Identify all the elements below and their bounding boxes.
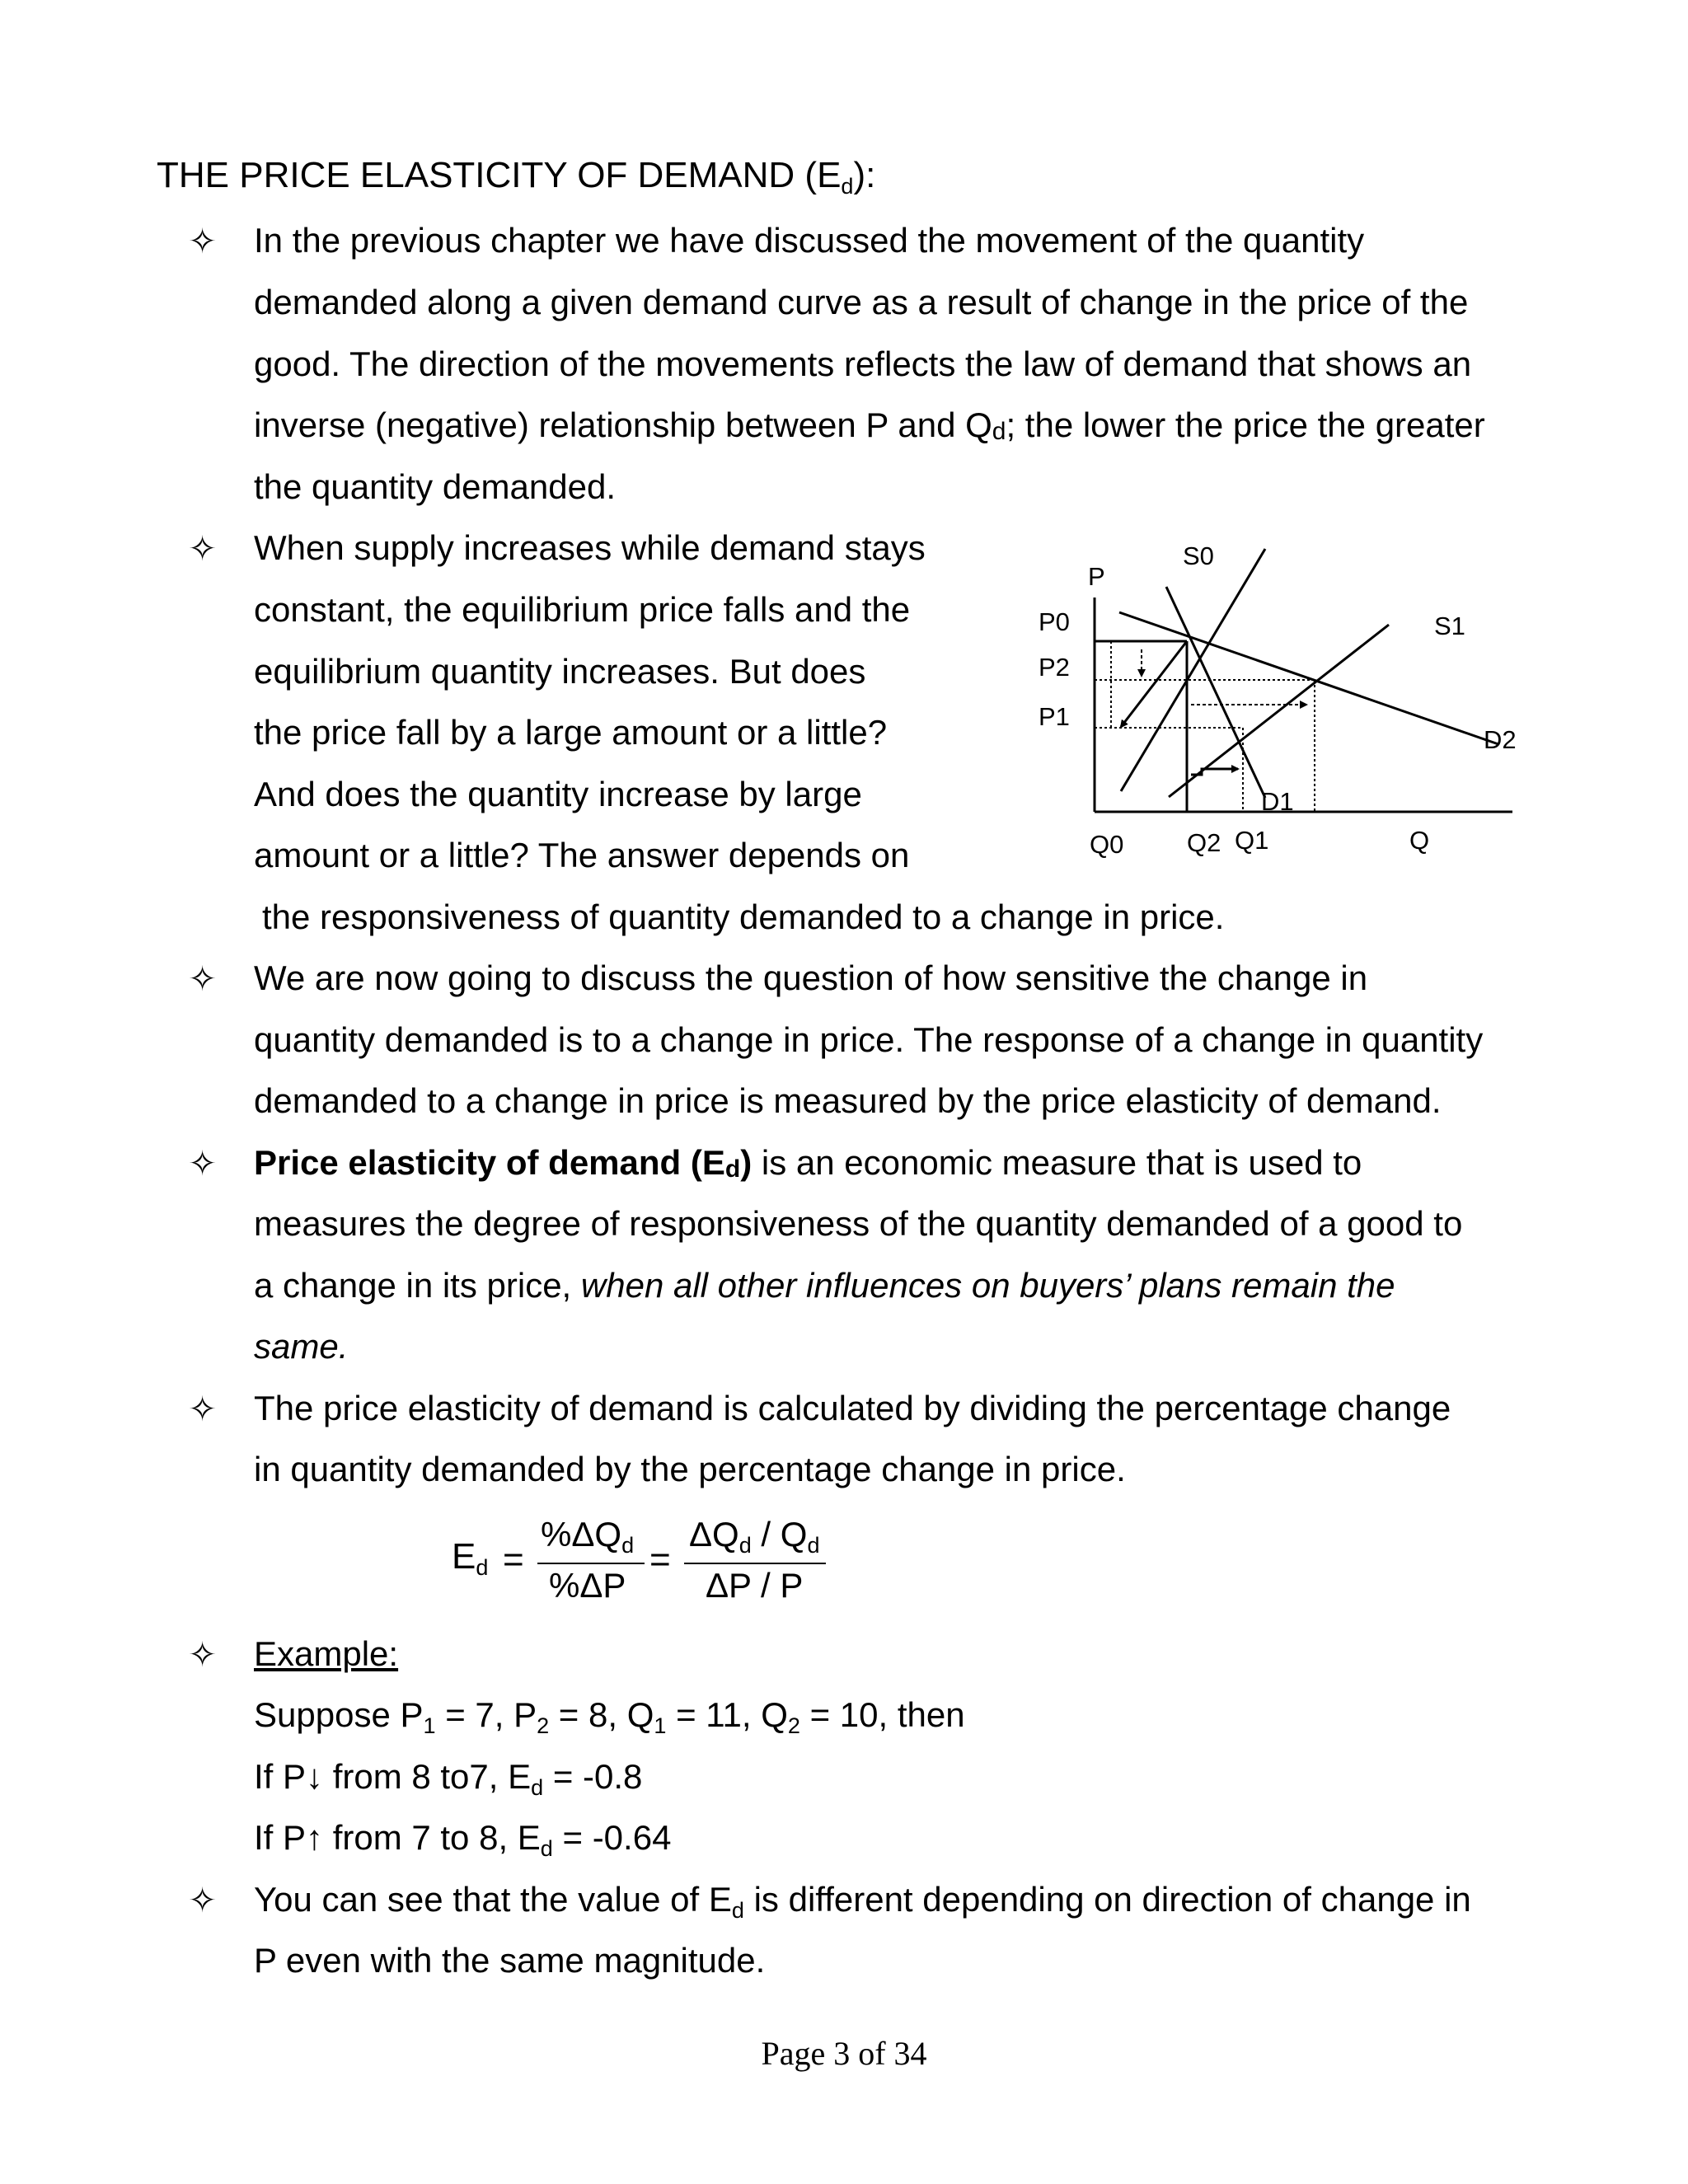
example-suppose-1: 1 bbox=[423, 1713, 436, 1738]
example-suppose-3: 2 bbox=[537, 1713, 550, 1738]
formula-num2b-text: / Q bbox=[751, 1515, 808, 1554]
example-case1-2: = -0.8 bbox=[543, 1757, 643, 1796]
bullet-2-line-3: equilibrium quantity increases. But does bbox=[254, 652, 866, 691]
formula-equals-2: = bbox=[649, 1540, 671, 1580]
bullet-4-line-2: measures the degree of responsiveness of the quantity demanded of a good to bbox=[254, 1204, 1463, 1243]
example-case2-2: = -0.64 bbox=[552, 1818, 672, 1857]
formula-denominator-2: ΔP / P bbox=[706, 1566, 804, 1605]
price-fall-arrow-d1 bbox=[1121, 641, 1187, 727]
formula-num2b-sub: d bbox=[807, 1533, 820, 1558]
label-q1: Q1 bbox=[1235, 826, 1269, 855]
bullet-4-bold-b: ) bbox=[740, 1143, 753, 1182]
label-s1: S1 bbox=[1434, 612, 1465, 640]
formula-num1-text: %ΔQ bbox=[541, 1515, 622, 1554]
bullet-6-line-1a: You can see that the value of E bbox=[254, 1880, 732, 1919]
bullet-4-line-3-plain: a change in its price, bbox=[254, 1266, 581, 1305]
example-suppose-2: = 7, P bbox=[435, 1695, 537, 1734]
bullet-2-line-1: When supply increases while demand stays bbox=[254, 528, 926, 567]
formula-num1-sub: d bbox=[621, 1533, 635, 1558]
bullet-4-line-3-italic: when all other influences on buyers’ plans remain the bbox=[580, 1266, 1395, 1305]
heading-sub: d bbox=[841, 174, 854, 199]
bullet-3-line-2: quantity demanded is to a change in price. The response of a change in quantity bbox=[254, 1020, 1484, 1059]
bullet-4-line-4-italic: same. bbox=[254, 1327, 349, 1366]
bullet-2-line-6: amount or a little? The answer depends on bbox=[254, 836, 910, 874]
example-case-2 bbox=[254, 1818, 671, 1862]
formula-ed-letter: E bbox=[452, 1536, 476, 1577]
example-case2-1: d bbox=[540, 1836, 553, 1861]
bullet-2-line-4: the price fall by a large amount or a little? bbox=[254, 713, 888, 752]
bullet-3-line-3: demanded to a change in price is measured by the price elasticity of demand. bbox=[254, 1081, 1442, 1120]
formula-equals-1: = bbox=[503, 1540, 524, 1580]
bullet-4-line-3 bbox=[254, 1266, 1395, 1305]
bullet-2-icon: ✧ bbox=[188, 529, 218, 568]
label-s0: S0 bbox=[1183, 541, 1214, 570]
bullet-1-line-2: demanded along a given demand curve as a result of change in the price of the bbox=[254, 283, 1469, 321]
example-suppose-6: = 11, Q bbox=[666, 1695, 788, 1734]
bullet-4-bold-a: Price elasticity of demand (E bbox=[254, 1143, 725, 1182]
heading-text: THE PRICE ELASTICITY OF DEMAND (E bbox=[157, 155, 842, 195]
bullet-7-icon: ✧ bbox=[188, 1881, 218, 1919]
label-p0: P0 bbox=[1039, 607, 1070, 636]
formula-num2a-sub: d bbox=[738, 1533, 752, 1558]
bullet-1-icon: ✧ bbox=[188, 222, 218, 260]
bullet-6-line-1 bbox=[254, 1880, 1471, 1924]
axis-label-p: P bbox=[1088, 562, 1105, 591]
formula-denominator-1: %ΔP bbox=[549, 1566, 626, 1605]
elasticity-formula bbox=[452, 1507, 847, 1614]
bullet-3-icon: ✧ bbox=[188, 959, 218, 998]
quantity-increase-arrow-d1 bbox=[1191, 769, 1238, 775]
formula-bar-2 bbox=[684, 1563, 826, 1564]
example-case-1 bbox=[254, 1757, 642, 1801]
formula-ed bbox=[452, 1536, 488, 1581]
bullet-3-line-1: We are now going to discuss the question of how sensitive the change in bbox=[254, 958, 1368, 997]
bullet-4-icon: ✧ bbox=[188, 1144, 218, 1183]
bullet-5-line-1: The price elasticity of demand is calculated by dividing the percentage change bbox=[254, 1389, 1451, 1427]
bullet-4-line-1-rest: is an economic measure that is used to bbox=[752, 1143, 1362, 1182]
example-suppose-0: Suppose P bbox=[254, 1695, 424, 1734]
page-heading bbox=[157, 155, 875, 199]
formula-numerator-2 bbox=[689, 1515, 819, 1558]
formula-bar-1 bbox=[537, 1563, 645, 1564]
label-d1: D1 bbox=[1261, 787, 1294, 816]
bullet-2-line-5: And does the quantity increase by large bbox=[254, 775, 862, 813]
label-q0: Q0 bbox=[1090, 830, 1124, 859]
bullet-1-line-4-sub: d bbox=[992, 418, 1006, 445]
bullet-6-icon: ✧ bbox=[188, 1635, 218, 1674]
axis-label-q: Q bbox=[1409, 826, 1430, 855]
bullet-4-bold-sub: d bbox=[724, 1155, 741, 1183]
label-p1: P1 bbox=[1039, 702, 1070, 731]
bullet-1-line-5: the quantity demanded. bbox=[254, 467, 616, 506]
bullet-6-line-1-sub: d bbox=[731, 1898, 744, 1923]
bullet-1-line-4a: inverse (negative) relationship between P and Q bbox=[254, 405, 992, 444]
formula-numerator-1 bbox=[541, 1515, 634, 1558]
bullet-1-line-1: In the previous chapter we have discussed the movement of the quantity bbox=[254, 221, 1365, 260]
heading-tail: ): bbox=[853, 155, 876, 195]
bullet-4-line-1 bbox=[254, 1143, 1362, 1183]
supply-demand-diagram bbox=[1022, 527, 1550, 874]
bullet-1-line-4 bbox=[254, 405, 1485, 446]
label-p2: P2 bbox=[1039, 653, 1070, 682]
example-suppose-7: 2 bbox=[787, 1713, 800, 1738]
bullet-5-icon: ✧ bbox=[188, 1390, 218, 1428]
example-suppose-8: = 10, then bbox=[799, 1695, 965, 1734]
example-suppose-4: = 8, Q bbox=[549, 1695, 654, 1734]
example-case1-0: If P↓ from 8 to7, E bbox=[254, 1757, 532, 1796]
bullet-4-line-4 bbox=[254, 1327, 348, 1366]
bullet-1-line-3: good. The direction of the movements reflects the law of demand that shows an bbox=[254, 344, 1472, 383]
formula-ed-sub: d bbox=[476, 1555, 489, 1580]
bullet-6-line-2: P even with the same magnitude. bbox=[254, 1941, 766, 1980]
formula-num2a-text: ΔQ bbox=[689, 1515, 739, 1554]
page-footer: Page 3 of 34 bbox=[761, 2035, 927, 2072]
example-suppose bbox=[254, 1695, 965, 1739]
label-q2: Q2 bbox=[1187, 828, 1221, 857]
bullet-2-line-7: the responsiveness of quantity demanded to a change in price. bbox=[262, 898, 1225, 936]
example-case2-0: If P↑ from 7 to 8, E bbox=[254, 1818, 541, 1857]
bullet-2-line-2: constant, the equilibrium price falls and the bbox=[254, 590, 911, 629]
example-label bbox=[254, 1634, 398, 1674]
label-d2: D2 bbox=[1484, 725, 1517, 754]
example-case1-1: d bbox=[531, 1775, 544, 1800]
example-label-text: Example: bbox=[254, 1634, 399, 1673]
example-suppose-5: 1 bbox=[654, 1713, 667, 1738]
bullet-6-line-1b: is different depending on direction of change in bbox=[743, 1880, 1471, 1919]
bullet-5-line-2: in quantity demanded by the percentage change in price. bbox=[254, 1450, 1126, 1488]
bullet-1-line-4b: ; the lower the price the greater bbox=[1006, 405, 1485, 444]
